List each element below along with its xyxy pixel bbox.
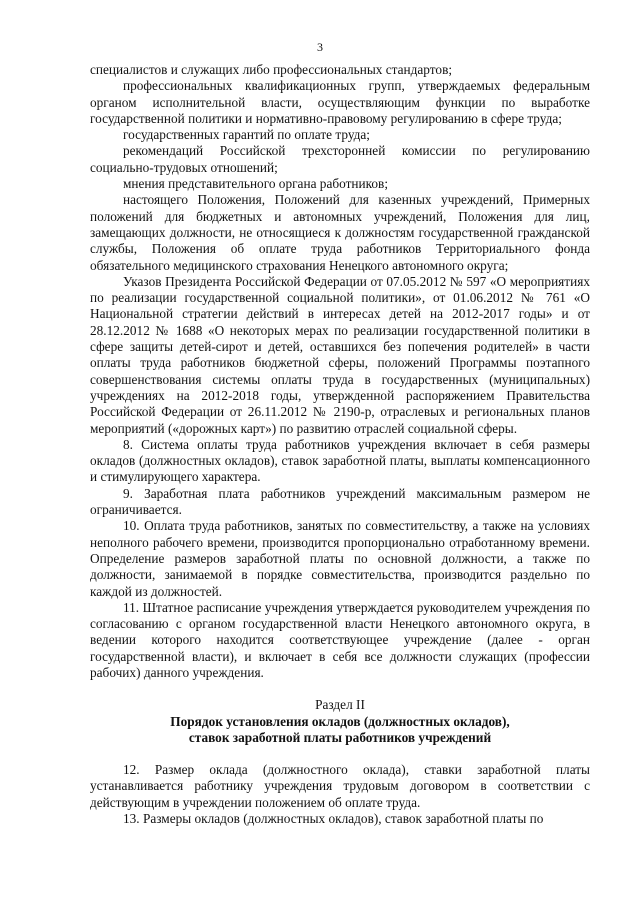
- document-body: [90, 62, 590, 827]
- section-title-line-1: Порядок установления окладов (должностных окладов),: [170, 713, 510, 729]
- paragraph-regulations: настоящего Положения, Положений для казенных учреждений, Примерных положений для бюджетных и автономных учреждений, Положения для лиц, замещающих должности, не относящиеся к должностям государственной гражданской службы, Положения об оплате труда работников Территориального фонда обязательного медицинского страхования Ненецкого автономного округа;: [90, 192, 590, 273]
- section-number: Раздел II: [315, 697, 365, 713]
- page-number: 3: [317, 40, 323, 54]
- paragraph-tripartite-commission: рекомендаций Российской трехсторонней комиссии по регулированию социально-трудовых отношений;: [90, 143, 590, 175]
- section-title: [90, 714, 590, 747]
- paragraph-specialists: специалистов и служащих либо профессиональных стандартов;: [90, 62, 453, 77]
- paragraph-state-guarantees: государственных гарантий по оплате труда;: [123, 127, 370, 143]
- paragraph-13-salary-rates: 13. Размеры окладов (должностных окладов), ставок заработной платы по: [123, 811, 544, 827]
- paragraph-workers-opinion: мнения представительного органа работников;: [123, 176, 389, 192]
- paragraph-qualification-groups: профессиональных квалификационных групп, утверждаемых федеральным органом исполнительной власти, осуществляющим функции по выработке государственной политики и нормативно-правовому регулированию в сфере труда;: [90, 78, 590, 126]
- paragraph-11-staff-schedule: 11. Штатное расписание учреждения утверждается руководителем учреждения по согласованию с органом государственной власти Ненецкого автономного округа, в ведении которого находится соответствующее учреждение (далее - орган государственной власти), и включает в себя все должности служащих (профессии рабочих) данного учреждения.: [90, 599, 590, 680]
- paragraph-10-part-time: 10. Оплата труда работников, занятых по совместительству, а также на условиях неполного рабочего времени, производится пропорционально отработанному времени. Определение размеров заработной платы по основной должности, а также по должности, занимаемой в порядке совместительства, производится раздельно по каждой из должностей.: [90, 518, 590, 599]
- paragraph-12-salary-size: 12. Размер оклада (должностного оклада), ставки заработной платы устанавливается работнику учреждения трудовым договором в соответствии с действующим в учреждении положением об оплате труда.: [90, 762, 590, 810]
- paragraph-8-pay-system: 8. Система оплаты труда работников учреждения включает в себя размеры окладов (должностных окладов), ставок заработной платы, выплаты компенсационного и стимулирующего характера.: [90, 436, 590, 485]
- paragraph-presidential-decrees: Указов Президента Российской Федерации от 07.05.2012 № 597 «О мероприятиях по реализации государственной социальной политики», от 01.06.2012 № 761 «О Национальной стратегии действий в интересах детей на 2012-2017 годы» и от 28.12.2012 № 1688 «О некоторых мерах по реализации государственной политики в сфере защиты детей-сирот и детей, оставшихся без попечения родителей» в части оплаты труда работников бюджетной сферы, положений Программы поэтапного совершенствования системы оплаты труда в государственных (муниципальных) учреждениях на 2012-2018 годы, утвержденной распоряжением Правительства Российской Федерации от 26.11.2012 № 2190-р, отраслевых и региональных планов мероприятий («дорожных карт») по развитию отраслей социальной сферы.: [90, 273, 590, 436]
- paragraph-9-max-salary: 9. Заработная плата работников учреждений максимальным размером не ограничивается.: [90, 485, 590, 518]
- section-title-line-2: ставок заработной платы работников учреждений: [188, 729, 492, 745]
